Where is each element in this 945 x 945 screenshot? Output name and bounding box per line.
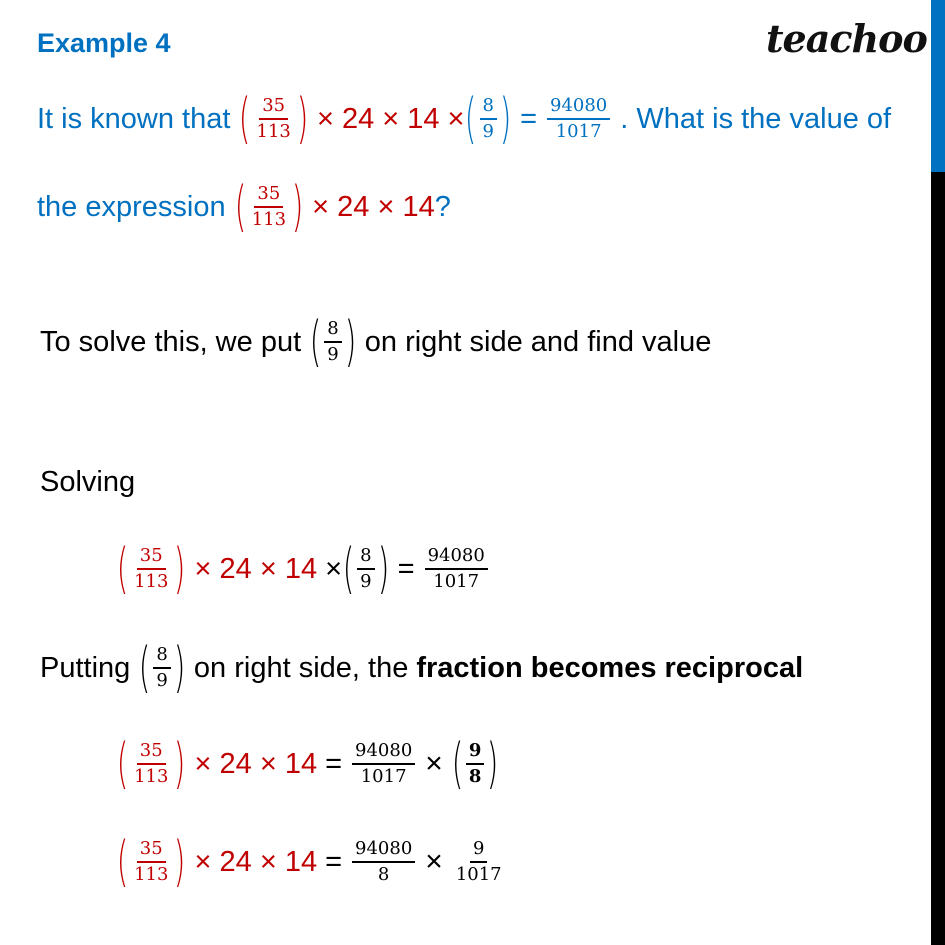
equals-sign: = xyxy=(325,845,343,878)
fraction-94080-1017 xyxy=(425,545,488,593)
putting-prefix: Putting xyxy=(40,651,131,684)
equation-3 xyxy=(116,830,507,893)
putting-suffix: on right side, the xyxy=(193,651,409,684)
question-line2-mid: × 24 × 14 xyxy=(312,190,435,223)
denominator: 1017 xyxy=(433,571,480,592)
denominator: 8 xyxy=(468,766,482,787)
fraction-8-9: ( $\frac{8}{9}$ ) xyxy=(309,310,357,373)
numerator: 9 xyxy=(466,740,485,765)
fraction-9-1017 xyxy=(453,838,505,886)
question-prefix: It is known that xyxy=(37,102,231,135)
times-sign: × xyxy=(425,845,443,878)
question-suffix: . What is the value of xyxy=(620,102,892,135)
numerator: 9 xyxy=(470,838,487,863)
fraction-94080-8 xyxy=(352,838,415,886)
fraction-8-9: ( $\frac{8}{9}$ ) xyxy=(139,636,186,699)
fraction-35-113: ( $\frac{35}{113}$ ) xyxy=(116,537,186,600)
numerator: 8 xyxy=(324,318,341,343)
numerator: 94080 xyxy=(352,740,415,765)
question-mark: ? xyxy=(434,190,451,223)
numerator: 35 xyxy=(137,545,166,570)
equation-1 xyxy=(116,537,490,600)
fraction-8-9: ( $\frac{8}{9}$ ) xyxy=(465,87,512,150)
equals-sign: = xyxy=(325,747,343,780)
step-intro-suffix: on right side and find value xyxy=(364,325,712,358)
equation-mid: × 24 × 14 xyxy=(194,552,318,585)
denominator: 113 xyxy=(134,571,169,592)
numerator: 94080 xyxy=(352,838,415,863)
denominator: 8 xyxy=(377,864,390,885)
times-sign: × xyxy=(447,102,465,135)
question-line-1 xyxy=(37,87,892,150)
numerator: 35 xyxy=(254,183,283,208)
denominator: 113 xyxy=(256,121,291,142)
putting-emphasis: fraction becomes reciprocal xyxy=(416,651,804,684)
question-line-2 xyxy=(37,175,451,238)
numerator: 94080 xyxy=(425,545,488,570)
denominator: 9 xyxy=(482,121,494,142)
numerator: 35 xyxy=(137,740,166,765)
fraction-35-113: ( $\frac{35}{113}$ ) xyxy=(234,175,304,238)
sidebar-accent-black xyxy=(931,172,945,945)
denominator: 113 xyxy=(134,864,169,885)
times-sign: × xyxy=(425,747,443,780)
fraction-35-113: ( $\frac{35}{113}$ ) xyxy=(239,87,309,150)
fraction-9-8: ( $\frac{9}{8}$ ) xyxy=(451,732,499,795)
times-sign: × xyxy=(325,552,343,585)
numerator: 8 xyxy=(153,644,170,669)
numerator: 94080 xyxy=(547,95,610,120)
equation-mid: × 24 × 14 xyxy=(194,845,318,878)
numerator: 35 xyxy=(137,838,166,863)
numerator: 8 xyxy=(480,95,497,120)
denominator: 1017 xyxy=(555,121,602,142)
equals-sign: = xyxy=(397,552,415,585)
teachoo-logo: teachoo xyxy=(766,16,927,61)
fraction-8-9: ( $\frac{8}{9}$ ) xyxy=(342,537,389,600)
putting-line xyxy=(40,636,804,699)
numerator: 35 xyxy=(259,95,288,120)
denominator: 1017 xyxy=(360,766,407,787)
fraction-94080-1017 xyxy=(352,740,415,788)
fraction-35-113: ( $\frac{35}{113}$ ) xyxy=(116,830,186,893)
step-intro xyxy=(40,310,712,373)
fraction-94080-1017 xyxy=(547,95,610,143)
denominator: 113 xyxy=(251,209,287,230)
example-title: Example 4 xyxy=(37,28,171,58)
denominator: 113 xyxy=(134,766,169,787)
denominator: 1017 xyxy=(455,864,502,885)
question-mid: × 24 × 14 xyxy=(316,102,440,135)
numerator: 8 xyxy=(357,545,374,570)
step-intro-prefix: To solve this, we put xyxy=(40,325,302,358)
denominator: 9 xyxy=(156,670,168,691)
equals-sign: = xyxy=(520,102,537,135)
denominator: 9 xyxy=(327,344,339,365)
fraction-35-113: ( $\frac{35}{113}$ ) xyxy=(116,732,186,795)
sidebar-accent-blue xyxy=(931,0,945,172)
denominator: 9 xyxy=(360,571,372,592)
solving-label: Solving xyxy=(40,466,136,498)
question-line2-prefix: the expression xyxy=(37,190,226,223)
equation-2 xyxy=(116,732,500,795)
equation-mid: × 24 × 14 xyxy=(194,747,318,780)
